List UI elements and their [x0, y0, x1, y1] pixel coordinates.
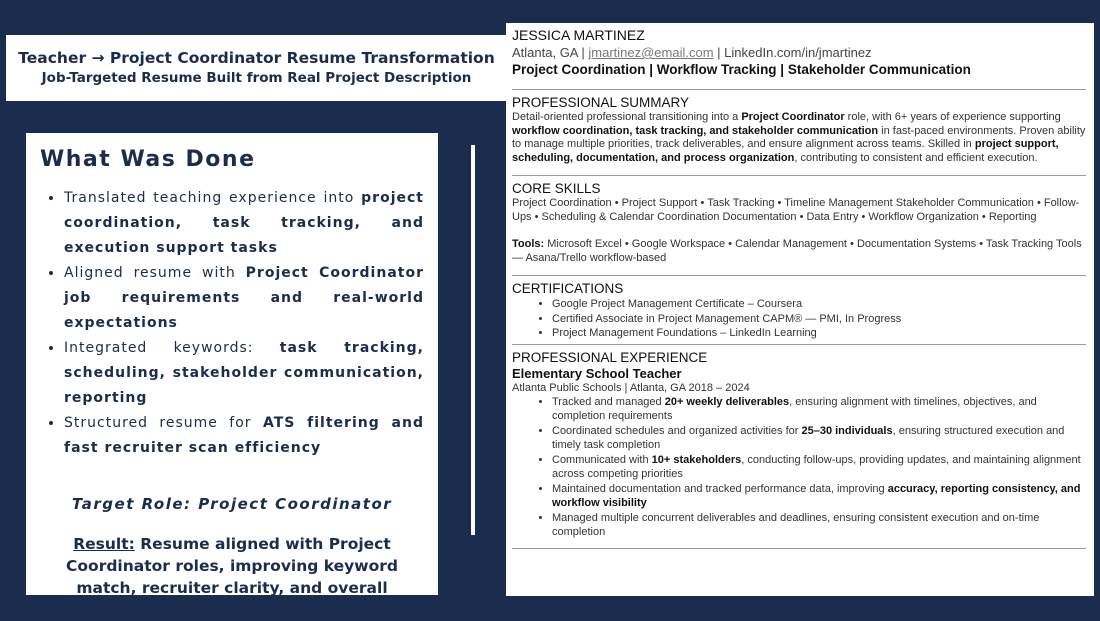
experience-bullet	[552, 453, 1086, 481]
list-item	[64, 411, 424, 461]
tools-line	[512, 238, 1086, 265]
text: in fast-paced environments. Proven ability to manage multiple priorities, track deliverables, and ensure alignment across teams. Skilled in	[512, 124, 1086, 150]
what-was-done-panel	[26, 133, 438, 619]
what-was-done-list	[40, 186, 424, 461]
item-bold-text: task tracking, scheduling, stakeholder communication, reporting	[64, 340, 424, 406]
list-item	[64, 186, 424, 261]
text: Communicated with	[552, 453, 652, 466]
item-text: Structured resume for	[64, 415, 263, 431]
bold-text: accuracy, reporting consistency, and workflow visibility	[552, 482, 1081, 509]
tools-label: Tools:	[512, 238, 545, 250]
item-text: Translated teaching experience into	[64, 190, 362, 206]
text: Maintained documentation and tracked performance data, improving	[552, 482, 888, 495]
list-item	[64, 336, 424, 411]
text: , ensuring alignment with timelines, objectives, and completion requirements	[552, 395, 1037, 422]
list-item: • Project Management Foundations – LinkedIn Learning	[552, 326, 1086, 341]
bold-text: Project Coordinator	[741, 111, 845, 123]
text: Managed multiple concurrent deliverables and deadlines, ensuring consistent execution and on-time completion	[552, 511, 1040, 538]
list-item	[64, 261, 424, 336]
text: Detail-oriented professional transitioning into a	[512, 111, 742, 123]
candidate-name: JESSICA MARTINEZ	[512, 27, 645, 43]
page-title: Teacher → Project Coordinator Resume Transformation	[18, 49, 495, 67]
text: , ensuring structured execution and timely task completion	[552, 424, 1065, 451]
item-bold-text: project coordination, task tracking, and execution support tasks	[64, 190, 424, 256]
text: Tracked and managed	[552, 395, 665, 408]
text: , conducting follow-ups, providing updates, and maintaining alignment across competing priorities	[552, 453, 1081, 480]
section-divider	[512, 89, 1086, 90]
job-title: Elementary School Teacher	[512, 365, 682, 381]
experience-heading: PROFESSIONAL EXPERIENCE	[512, 349, 708, 365]
item-text: Aligned resume with	[64, 265, 246, 281]
section-divider	[512, 275, 1086, 276]
list-item: • Google Project Management Certificate – Coursera	[552, 297, 1086, 312]
what-was-done-heading: What Was Done	[40, 147, 256, 172]
summary-heading: PROFESSIONAL SUMMARY	[512, 95, 690, 110]
item-text: Integrated keywords:	[64, 340, 280, 356]
location: Atlanta, GA |	[512, 45, 589, 60]
email-link[interactable]: jmartinez@email.com	[588, 45, 714, 60]
contact-line	[512, 44, 1086, 61]
section-divider	[512, 175, 1086, 176]
certifications-list	[512, 297, 1086, 341]
skills-heading: CORE SKILLS	[512, 181, 601, 196]
resume-document	[506, 23, 1094, 596]
section-divider	[512, 344, 1086, 345]
resume-headline: Project Coordination | Workflow Tracking | Stakeholder Communication	[512, 62, 971, 77]
experience-bullet	[552, 482, 1086, 510]
experience-list	[512, 395, 1086, 539]
item-bold-text: ATS filtering and fast recruiter scan efficiency	[64, 415, 424, 456]
summary-paragraph	[512, 111, 1086, 165]
skills-list: Project Coordination • Project Support • Task Tracking • Timeline Management Stakeholder Communication • Follow-Ups • Scheduling & Calendar Coordination Documentation • Data Entry • Workflow Organization • Reporting	[512, 197, 1080, 223]
target-role: Target Role: Project Coordinator	[71, 495, 393, 513]
certifications-heading: CERTIFICATIONS	[512, 281, 624, 296]
bold-text: project support, scheduling, documentation, and process organization	[512, 138, 1059, 164]
result-text: Resume aligned with Project Coordinator roles, improving keyword match, recruiter clarity, and overall interview readiness	[66, 535, 398, 619]
title-banner	[6, 35, 507, 101]
list-item: • Certified Associate in Project Management CAPM® — PMI, In Progress	[552, 312, 1086, 327]
bold-text: workflow coordination, task tracking, and stakeholder communication	[512, 124, 879, 137]
bold-text: 25–30 individuals	[801, 424, 893, 437]
item-bold-text: Project Coordinator job requirements and real-world expectations	[64, 265, 424, 331]
section-divider	[512, 548, 1086, 549]
result-label: Result:	[73, 535, 135, 553]
linkedin: | LinkedIn.com/in/jmartinez	[713, 45, 872, 60]
page-subtitle: Job-Targeted Resume Built from Real Project Description	[41, 70, 472, 86]
experience-bullet	[552, 395, 1086, 423]
vertical-divider	[471, 145, 475, 535]
experience-bullet	[552, 424, 1086, 452]
experience-bullet	[552, 511, 1086, 539]
text: , contributing to consistent and efficient execution.	[794, 151, 1038, 164]
tools-text: Microsoft Excel • Google Workspace • Calendar Management • Documentation Systems • Task Tracking Tools — Asana/Trello workflow-based	[512, 238, 1082, 264]
bold-text: 10+ stakeholders	[651, 453, 742, 466]
bold-text: 20+ weekly deliverables	[664, 395, 790, 408]
text: Coordinated schedules and organized activities for	[552, 424, 802, 437]
result-statement	[40, 533, 424, 621]
text: role, with 6+ years of experience supporting	[844, 111, 1061, 123]
job-organization: Atlanta Public Schools | Atlanta, GA 2018 – 2024	[512, 381, 750, 394]
